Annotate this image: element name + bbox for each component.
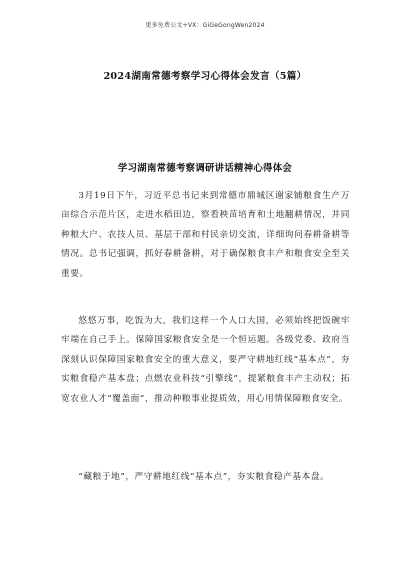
document-title: 2024湖南常德考察学习心得体会发言（5篇） (103, 71, 307, 82)
section-title: 学习湖南常德考察调研讲话精神心得体会 (117, 163, 293, 174)
body-paragraph-1: 3月19日下午，习近平总书记来到常德市鼎城区谢家铺粮食生产万亩综合示范片区，走进水稻田边，察看秧苗培育和土地翻耕情况，并同种粮大户、农技人员、基层干部和村民亲切交流，详细询问春耕备耕等情况。总书记强调，抓好春耕备耕，对于确保粮食丰产和粮食安全至关重要。 (61, 191, 350, 279)
body-paragraph-2: 悠悠万事，吃饭为大，我们这样一个人口大国，必须始终把饭碗牢牢端在自己手上。保障国家粮食安全是一个恒运题。各级党委、政府当深刻认识保障国家粮食安全的重大意义，要严守耕地红线“基本点”，夯实粮食稳产基本盘；点燃农业科技“引擎线”，提紧粮食丰产主动权；拓宽农业人才“覆盖面”，推动种粮事业提质效，用心用情保障粮食安全。 (61, 316, 350, 404)
body-paragraph-3: “藏粮于地”，严守耕地红线“基本点”，夯实粮食稳产基本盘。 (78, 472, 330, 482)
header-note: 更多免费公文+VX：GiGeGongWen2024 (145, 22, 265, 29)
